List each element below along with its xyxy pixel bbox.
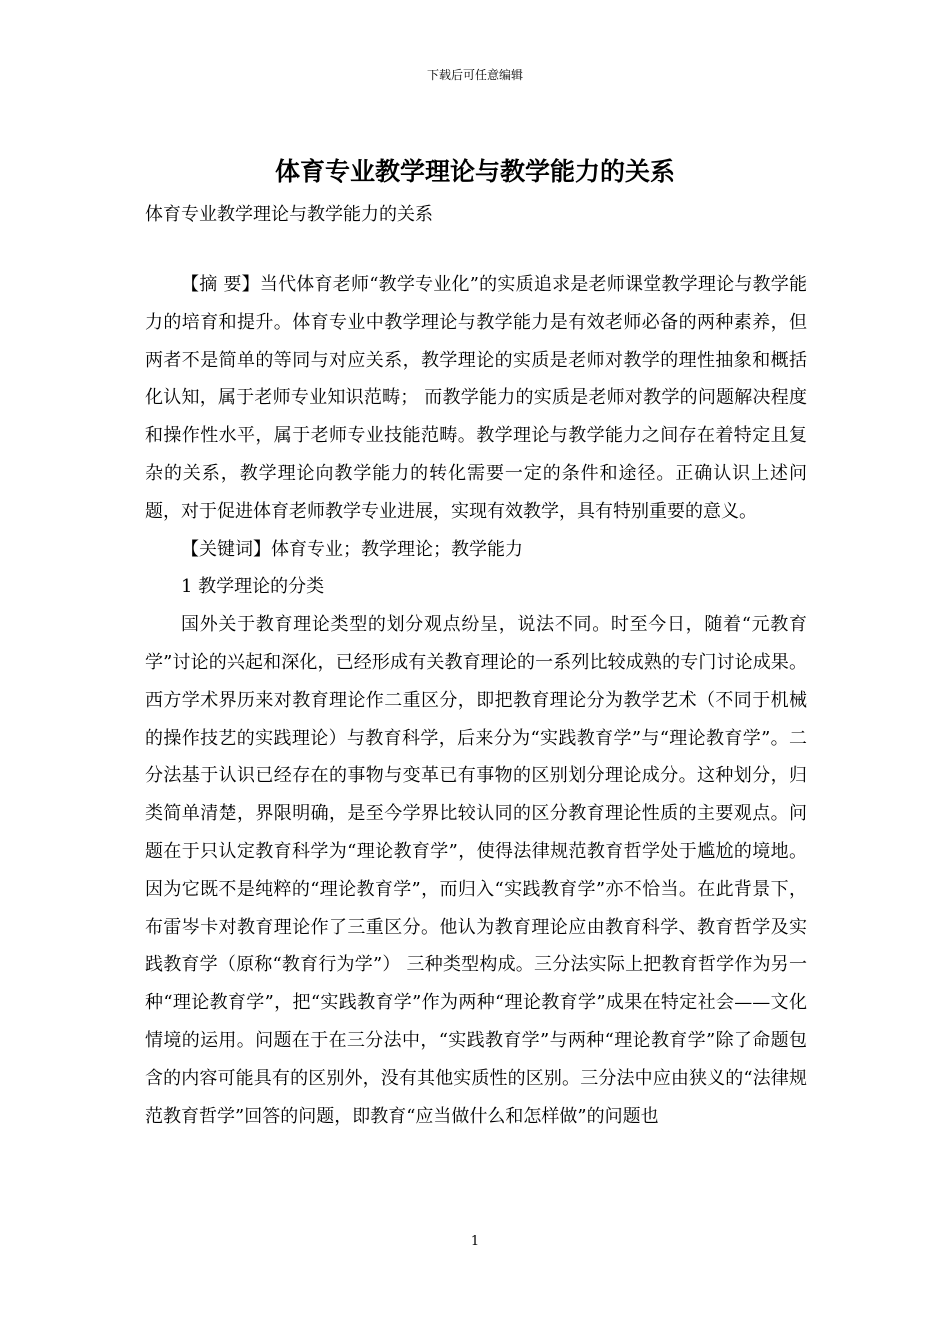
page-header-note: 下载后可任意编辑: [426, 68, 523, 82]
document-title: 体育专业教学理论与教学能力的关系: [274, 157, 675, 186]
document-body: [145, 266, 807, 1135]
document-subtitle: 体育专业教学理论与教学能力的关系: [145, 204, 433, 225]
section-heading: 1 教学理论的分类: [181, 576, 325, 598]
body-paragraph: 国外关于教育理论类型的划分观点纷呈，说法不同。时至今日，随着“元教育学”讨论的兴起和深化，已经形成有关教育理论的一系列比较成熟的专门讨论成果。西方学术界历来对教育理论作二重区分，即把教育理论分为教学艺术（不同于机械的操作技艺的实践理论）与教育科学，后来分为“实践教育学”与“理论教育学”。二分法基于认识已经存在的事物与变革已有事物的区别划分理论成分。这种划分，归类简单清楚，界限明确，是至今学界比较认同的区分教育理论性质的主要观点。问题在于只认定教育科学为“理论教育学”，使得法律规范教育哲学处于尴尬的境地。因为它既不是纯粹的“理论教育学”，而归入“实践教育学”亦不恰当。在此背景下，布雷岑卡对教育理论作了三重区分。他认为教育理论应由教育科学、教育哲学及实践教育学（原称“教育行为学”） 三种类型构成。三分法实际上把教育哲学作为另一种“理论教育学”，把“实践教育学”作为两种“理论教育学”成果在特定社会——文化情境的运用。问题在于在三分法中，“实践教育学”与两种“理论教育学”除了命题包含的内容可能具有的区别外，没有其他实质性的区别。三分法中应由狭义的“法律规范教育哲学”回答的问题，即教育“应当做什么和怎样做”的问题也: [145, 614, 807, 1127]
page-number: 1: [470, 1234, 480, 1249]
abstract-paragraph: 【摘 要】当代体育老师“教学专业化”的实质追求是老师课堂教学理论与教学能力的培育和提升。体育专业中教学理论与教学能力是有效老师必备的两种素养，但两者不是简单的等同与对应关系，教学理论的实质是老师对教学的理性抽象和概括化认知，属于老师专业知识范畴； 而教学能力的实质是老师对教学的问题解决程度和操作性水平，属于老师专业技能范畴。教学理论与教学能力之间存在着特定且复杂的关系，教学理论向教学能力的转化需要一定的条件和途径。正确认识上述问题，对于促进体育老师教学专业进展，实现有效教学，具有特别重要的意义。: [145, 274, 807, 522]
keywords-paragraph: 【关键词】体育专业；教学理论；教学能力: [181, 538, 523, 560]
